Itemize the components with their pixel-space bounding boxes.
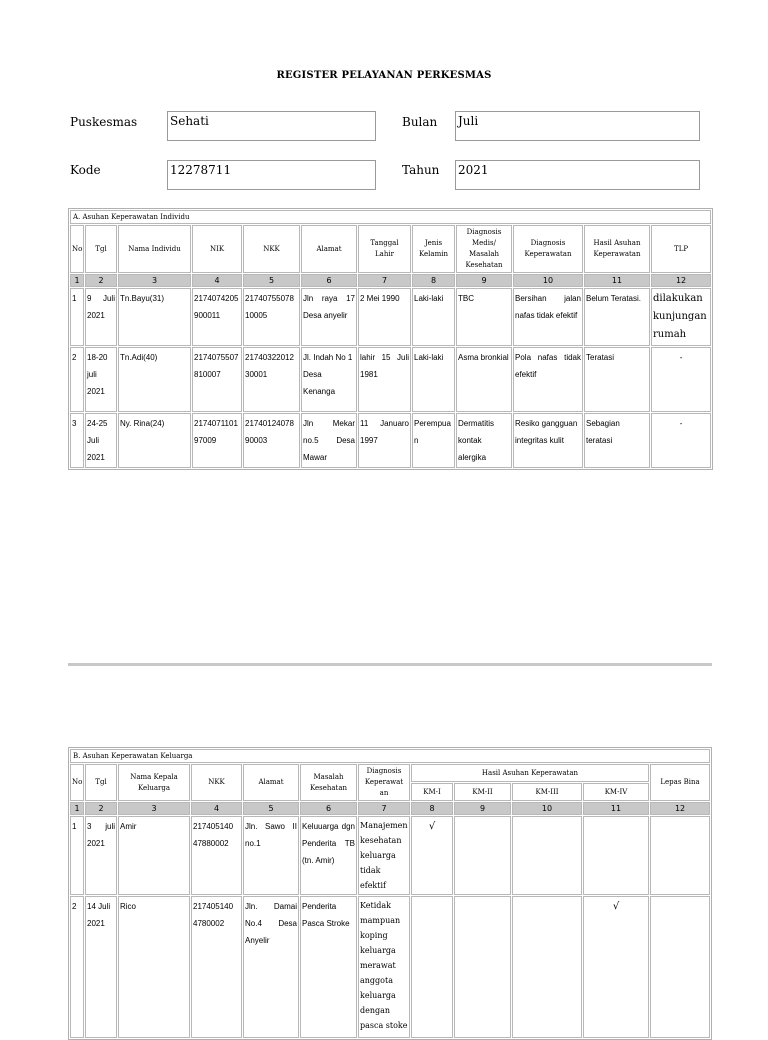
cell-tgl: 24-25 Juli 2021 — [85, 413, 117, 468]
cell-km-3 — [512, 896, 582, 1038]
cell-tlp: - — [651, 347, 711, 412]
column-number: 7 — [358, 274, 411, 287]
header-tanggal-lahir: Tanggal Lahir — [358, 225, 411, 273]
table-row — [70, 347, 711, 412]
header-km-4: KM-IV — [583, 783, 649, 801]
table-row — [70, 816, 710, 895]
column-number: 2 — [85, 274, 117, 287]
cell-alamat: Jln Mekar no.5 Desa Mawar — [301, 413, 357, 468]
header-hasil-asuhan: Hasil Asuhan Keperawatan — [584, 225, 650, 273]
section-b-title: B. Asuhan Keperawatan Keluarga — [70, 749, 710, 763]
cell-masalah: Penderita Pasca Stroke — [300, 896, 357, 1038]
header-tgl: Tgl — [85, 764, 117, 801]
column-number: 8 — [411, 802, 453, 815]
page-divider — [68, 663, 712, 666]
cell-nama: Amir — [118, 816, 190, 895]
cell-km-2 — [454, 896, 511, 1038]
cell-diagnosis-keperawatan: Resiko gangguan integritas kulit — [513, 413, 583, 468]
header-nama-individu: Nama Individu — [118, 225, 191, 273]
cell-jenis-kelamin: Perempua n — [412, 413, 455, 468]
cell-tgl: 3 juli 2021 — [85, 816, 117, 895]
cell-jenis-kelamin: Laki-laki — [412, 347, 455, 412]
cell-hasil: Teratasi — [584, 347, 650, 412]
cell-diagnosis-keperawatan: Bersihan jalan nafas tidak efektif — [513, 288, 583, 346]
cell-nkk: 217405140 47880002 — [191, 816, 242, 895]
cell-tlp: dilakukan kunjungan rumah — [651, 288, 711, 346]
cell-no: 2 — [70, 896, 84, 1038]
header-hasil-asuhan: Hasil Asuhan Keperawatan — [411, 764, 649, 782]
column-number: 12 — [651, 274, 711, 287]
page-title: REGISTER PELAYANAN PERKESMAS — [276, 70, 492, 81]
column-number: 5 — [243, 274, 300, 287]
bulan-field[interactable]: Juli — [455, 111, 700, 141]
column-number: 12 — [650, 802, 710, 815]
cell-no: 2 — [70, 347, 84, 412]
column-number: 2 — [85, 802, 117, 815]
cell-km-4: √ — [583, 896, 649, 1038]
puskesmas-field[interactable]: Sehati — [167, 111, 376, 141]
tahun-label: Tahun — [402, 163, 440, 177]
cell-alamat: Jln raya 17 Desa anyelir — [301, 288, 357, 346]
header-tgl: Tgl — [85, 225, 117, 273]
cell-nama: Ny. Rina(24) — [118, 413, 191, 468]
column-number: 3 — [118, 274, 191, 287]
header-nkk: NKK — [243, 225, 300, 273]
column-number: 6 — [301, 274, 357, 287]
header-masalah-kesehatan: Masalah Kesehatan — [300, 764, 357, 801]
individual-care-table — [68, 208, 713, 470]
cell-hasil: Sebagian teratasi — [584, 413, 650, 468]
header-jenis-kelamin: Jenis Kelamin — [412, 225, 455, 273]
cell-nama: Tn.Bayu(31) — [118, 288, 191, 346]
cell-diagnosis-medis: TBC — [456, 288, 512, 346]
cell-tgl: 14 Juli 2021 — [85, 896, 117, 1038]
cell-no: 1 — [70, 288, 84, 346]
cell-km-4 — [583, 816, 649, 895]
bulan-label: Bulan — [402, 115, 438, 129]
column-number: 3 — [118, 802, 190, 815]
cell-nik: 2174071101 97009 — [192, 413, 242, 468]
column-number: 9 — [456, 274, 512, 287]
header-km-3: KM-III — [512, 783, 582, 801]
table-row — [70, 288, 711, 346]
cell-no: 1 — [70, 816, 84, 895]
cell-masalah: Keluuarga dgn Penderita TB (tn. Amir) — [300, 816, 357, 895]
header-lepas-bina: Lepas Bina — [650, 764, 710, 801]
cell-nkk: 217405140 4780002 — [191, 896, 242, 1038]
kode-label: Kode — [70, 163, 101, 177]
cell-alamat: Jl. Indah No 1 Desa Kenanga — [301, 347, 357, 412]
column-number: 1 — [70, 802, 84, 815]
column-number: 7 — [358, 802, 410, 815]
header-nik: NIK — [192, 225, 242, 273]
cell-km-1 — [411, 896, 453, 1038]
column-number: 6 — [300, 802, 357, 815]
cell-nama: Tn.Adi(40) — [118, 347, 191, 412]
column-number: 11 — [583, 802, 649, 815]
header-diagnosis-keperawatan: Diagnosis Keperawatan — [513, 225, 583, 273]
cell-diagnosis-keperawatan: Pola nafas tidak efektif — [513, 347, 583, 412]
column-number: 8 — [412, 274, 455, 287]
header-km-1: KM-I — [411, 783, 453, 801]
cell-lepas-bina — [650, 816, 710, 895]
cell-nkk: 21740755078 10005 — [243, 288, 300, 346]
column-number: 1 — [70, 274, 84, 287]
header-nama-kepala-keluarga: Nama Kepala Keluarga — [118, 764, 190, 801]
family-care-table — [68, 747, 712, 1040]
cell-tgl: 18-20 juli 2021 — [85, 347, 117, 412]
cell-nik: 2174074205 900011 — [192, 288, 242, 346]
column-number: 4 — [192, 274, 242, 287]
cell-km-2 — [454, 816, 511, 895]
cell-nkk: 21740124078 90003 — [243, 413, 300, 468]
header-km-2: KM-II — [454, 783, 511, 801]
table-row — [70, 413, 711, 468]
cell-alamat: Jln. Sawo II no.1 — [243, 816, 299, 895]
cell-jenis-kelamin: Laki-laki — [412, 288, 455, 346]
column-number: 10 — [512, 802, 582, 815]
cell-km-3 — [512, 816, 582, 895]
header-no: No — [70, 225, 84, 273]
cell-diagnosis: Ketidak mampuan koping keluarga merawat anggota keluarga dengan pasca stoke — [358, 896, 410, 1038]
puskesmas-label: Puskesmas — [70, 115, 138, 129]
header-diagnosis-keperawatan: Diagnosis Keperawat an — [358, 764, 410, 801]
cell-tanggal-lahir: 11 Januaro 1997 — [358, 413, 411, 468]
header-tlp: TLP — [651, 225, 711, 273]
cell-km-1: √ — [411, 816, 453, 895]
table-row — [70, 896, 710, 1038]
cell-nkk: 21740322012 30001 — [243, 347, 300, 412]
cell-lepas-bina — [650, 896, 710, 1038]
cell-alamat: Jln. Damai No.4 Desa Anyelir — [243, 896, 299, 1038]
header-alamat: Alamat — [301, 225, 357, 273]
column-number: 11 — [584, 274, 650, 287]
section-a-title: A. Asuhan Keperawatan Individu — [70, 210, 711, 224]
cell-tgl: 9 Juli 2021 — [85, 288, 117, 346]
header-alamat: Alamat — [243, 764, 299, 801]
tahun-field[interactable]: 2021 — [455, 160, 700, 190]
cell-tanggal-lahir: lahir 15 Juli 1981 — [358, 347, 411, 412]
cell-diagnosis-medis: Asma bronkial — [456, 347, 512, 412]
header-diagnosis-medis: Diagnosis Medis/ Masalah Kesehatan — [456, 225, 512, 273]
cell-hasil: Belum Teratasi. — [584, 288, 650, 346]
header-no: No — [70, 764, 84, 801]
column-number: 4 — [191, 802, 242, 815]
cell-diagnosis-medis: Dermatitis kontak alergika — [456, 413, 512, 468]
cell-tanggal-lahir: 2 Mei 1990 — [358, 288, 411, 346]
column-number: 10 — [513, 274, 583, 287]
column-number: 5 — [243, 802, 299, 815]
cell-nik: 2174075507 810007 — [192, 347, 242, 412]
cell-nama: Rico — [118, 896, 190, 1038]
header-nkk: NKK — [191, 764, 242, 801]
cell-no: 3 — [70, 413, 84, 468]
cell-tlp: - — [651, 413, 711, 468]
cell-diagnosis: Manajemen kesehatan keluarga tidak efektif — [358, 816, 410, 895]
column-number: 9 — [454, 802, 511, 815]
kode-field[interactable]: 12278711 — [167, 160, 376, 190]
